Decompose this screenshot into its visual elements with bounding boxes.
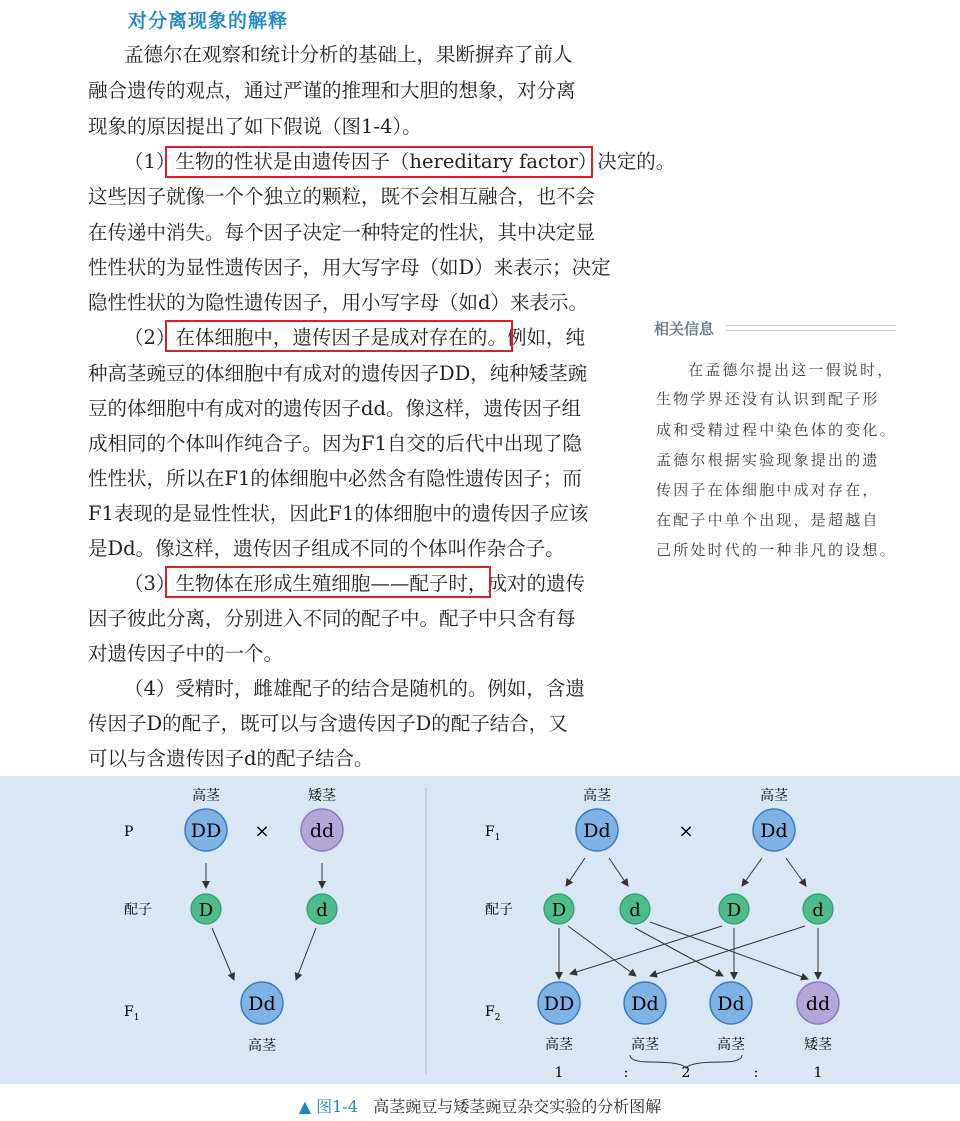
p2-line-7: 是Dd。像这样，遗传因子组成不同的个体叫作杂合子。 — [88, 537, 565, 560]
sidebar-line-2: 生物学界还没有认识到配子形 — [656, 390, 880, 408]
parent-DD-label: DD — [190, 820, 222, 842]
caption-figure-number: 图1-4 — [316, 1097, 358, 1116]
p3-line-2: 因子彼此分离，分别进入不同的配子中。配子中只含有每 — [88, 607, 576, 630]
combination-arrows — [559, 922, 818, 979]
label-short-left: 矮茎 — [308, 788, 336, 804]
ratio-3: 1 — [813, 1065, 823, 1081]
f1-parent-2-label: Dd — [760, 820, 788, 842]
ratio-1: 1 — [554, 1065, 564, 1081]
f2-phenotype-3: 高茎 — [717, 1037, 745, 1053]
child-Dd-label: Dd — [248, 993, 276, 1015]
hypothesis-3-number: （3） — [124, 572, 176, 595]
sidebar-title-rule — [726, 325, 896, 331]
cross-symbol-left: × — [254, 821, 270, 842]
gamete-D-left-label: D — [198, 900, 214, 921]
p4-line-3: 可以与含遗传因子d的配子结合。 — [88, 747, 374, 770]
p1-line-4: 性性状的为显性遗传因子，用大写字母（如D）来表示；决定 — [88, 256, 611, 279]
hypothesis-1-number: （1） — [124, 150, 176, 173]
label-tall-right-2: 高茎 — [760, 788, 788, 804]
row-label-gamete-left: 配子 — [124, 902, 152, 918]
arrow-left-4 — [296, 928, 316, 980]
row-label-gamete-right: 配子 — [485, 902, 513, 918]
p4-line-2: 传因子D的配子，既可以与含遗传因子D的配子结合，又 — [88, 712, 568, 735]
sidebar-line-5: 传因子在体细胞中成对存在， — [656, 481, 880, 499]
hypothesis-3-tail: 成对的遗传 — [487, 572, 585, 595]
figure-caption — [0, 1094, 960, 1117]
p2-line-6: F1表现的是显性性状，因此F1的体细胞中的遗传因子应该 — [88, 502, 589, 525]
ratio-2: 2 — [681, 1065, 691, 1081]
sidebar-line-4: 孟德尔根据实验现象提出的遗 — [656, 451, 880, 469]
p1-line-2: 这些因子就像一个个独立的颗粒，既不会相互融合，也不会 — [88, 185, 596, 208]
f2-phenotype-1: 高茎 — [545, 1037, 573, 1053]
parent-dd-label: dd — [309, 820, 335, 842]
f2-offspring-1-label: DD — [543, 993, 575, 1015]
p3-line-3: 对遗传因子中的一个。 — [88, 642, 284, 665]
highlight-box-2 — [165, 320, 513, 352]
row-label-f2: $F_2$ — [485, 1004, 501, 1023]
gamete-right-4-label: d — [812, 900, 824, 921]
sidebar-title: 相关信息 — [654, 320, 715, 338]
arrow-right-1 — [566, 858, 585, 886]
f2-offspring-2-label: Dd — [631, 993, 659, 1015]
arrow-right-2 — [609, 858, 628, 886]
gamete-right-2-label: d — [629, 900, 641, 921]
arrow-right-4 — [786, 858, 806, 886]
sidebar-line-7: 己所处时代的一种非凡的设想。 — [656, 541, 897, 559]
row-label-f1-right: $F_1$ — [485, 824, 501, 843]
section-heading: 对分离现象的解释 — [128, 10, 289, 32]
cross-diagram-panel — [0, 776, 960, 1084]
caption-text: 高茎豌豆与矮茎豌豆杂交实验的分析图解 — [373, 1097, 662, 1116]
p2-line-3: 豆的体细胞中有成对的遗传因子dd。像这样，遗传因子组 — [88, 397, 581, 420]
child-tall-label: 高茎 — [248, 1038, 276, 1054]
row-label-f1-left: $F_1$ — [124, 1004, 140, 1023]
hypothesis-1-highlight: 生物的性状是由遗传因子（hereditary factor）决定的 — [175, 150, 656, 173]
f2-phenotype-2: 高茎 — [631, 1037, 659, 1053]
f2-phenotype-4: 矮茎 — [804, 1037, 832, 1053]
hypothesis-3-highlight: 生物体在形成生殖细胞——配子时， — [175, 572, 488, 595]
intro-line-2: 融合遗传的观点，通过严谨的推理和大胆的想象，对分离 — [88, 79, 576, 102]
f1-parent-1-label: Dd — [583, 820, 611, 842]
label-tall-right-1: 高茎 — [583, 788, 611, 804]
p2-line-4: 成相同的个体叫作纯合子。因为F1自交的后代中出现了隐 — [88, 432, 582, 455]
sidebar-line-6: 在配子中单个出现，是超越自 — [656, 511, 880, 529]
gamete-right-3-label: D — [726, 900, 742, 921]
hypothesis-2-number: （2） — [124, 326, 176, 349]
ratio-colon-2: : — [753, 1065, 759, 1081]
cross-diagram — [0, 776, 960, 1084]
sidebar-line-3: 成和受精过程中染色体的变化。 — [656, 421, 897, 439]
intro-line-1: 孟德尔在观察和统计分析的基础上，果断摒弃了前人 — [124, 43, 573, 66]
label-tall-left: 高茎 — [192, 788, 220, 804]
f2-offspring-4-label: dd — [805, 993, 831, 1015]
hypothesis-2-tail: 。例如，纯 — [487, 326, 585, 349]
p1-line-5: 隐性性状的为隐性遗传因子，用小写字母（如d）来表示。 — [88, 291, 588, 314]
arrow-left-3 — [212, 928, 234, 980]
f2-offspring-3-label: Dd — [717, 993, 745, 1015]
highlight-box-1 — [165, 146, 593, 178]
hypothesis-2-highlight: 在体细胞中，遗传因子是成对存在的 — [175, 326, 488, 349]
ratio-colon-1: : — [623, 1065, 629, 1081]
cross-symbol-right: × — [678, 821, 694, 842]
highlight-box-3 — [165, 566, 491, 598]
arrow-right-3 — [742, 858, 762, 886]
p2-line-5: 性性状，所以在F1的体细胞中必然含有隐性遗传因子；而 — [88, 467, 582, 490]
gamete-d-left-label: d — [316, 900, 328, 921]
p1-line-3: 在传递中消失。每个因子决定一种特定的性状，其中决定显 — [88, 221, 596, 244]
row-label-p: P — [124, 824, 134, 840]
hypothesis-1-first-line: （1）生物的性状是由遗传因子（hereditary factor）决定的。 — [124, 150, 676, 173]
p2-line-2: 种高茎豌豆的体细胞中有成对的遗传因子DD，纯种矮茎豌 — [88, 362, 588, 385]
sidebar-line-1: 在孟德尔提出这一假说时， — [688, 361, 895, 379]
gamete-right-1-label: D — [551, 900, 567, 921]
p4-line-1: （4）受精时，雌雄配子的结合是随机的。例如，含遗 — [124, 677, 585, 700]
caption-marker-icon: ▲ — [298, 1097, 312, 1116]
intro-line-3: 现象的原因提出了如下假说（图1-4）。 — [88, 115, 422, 138]
